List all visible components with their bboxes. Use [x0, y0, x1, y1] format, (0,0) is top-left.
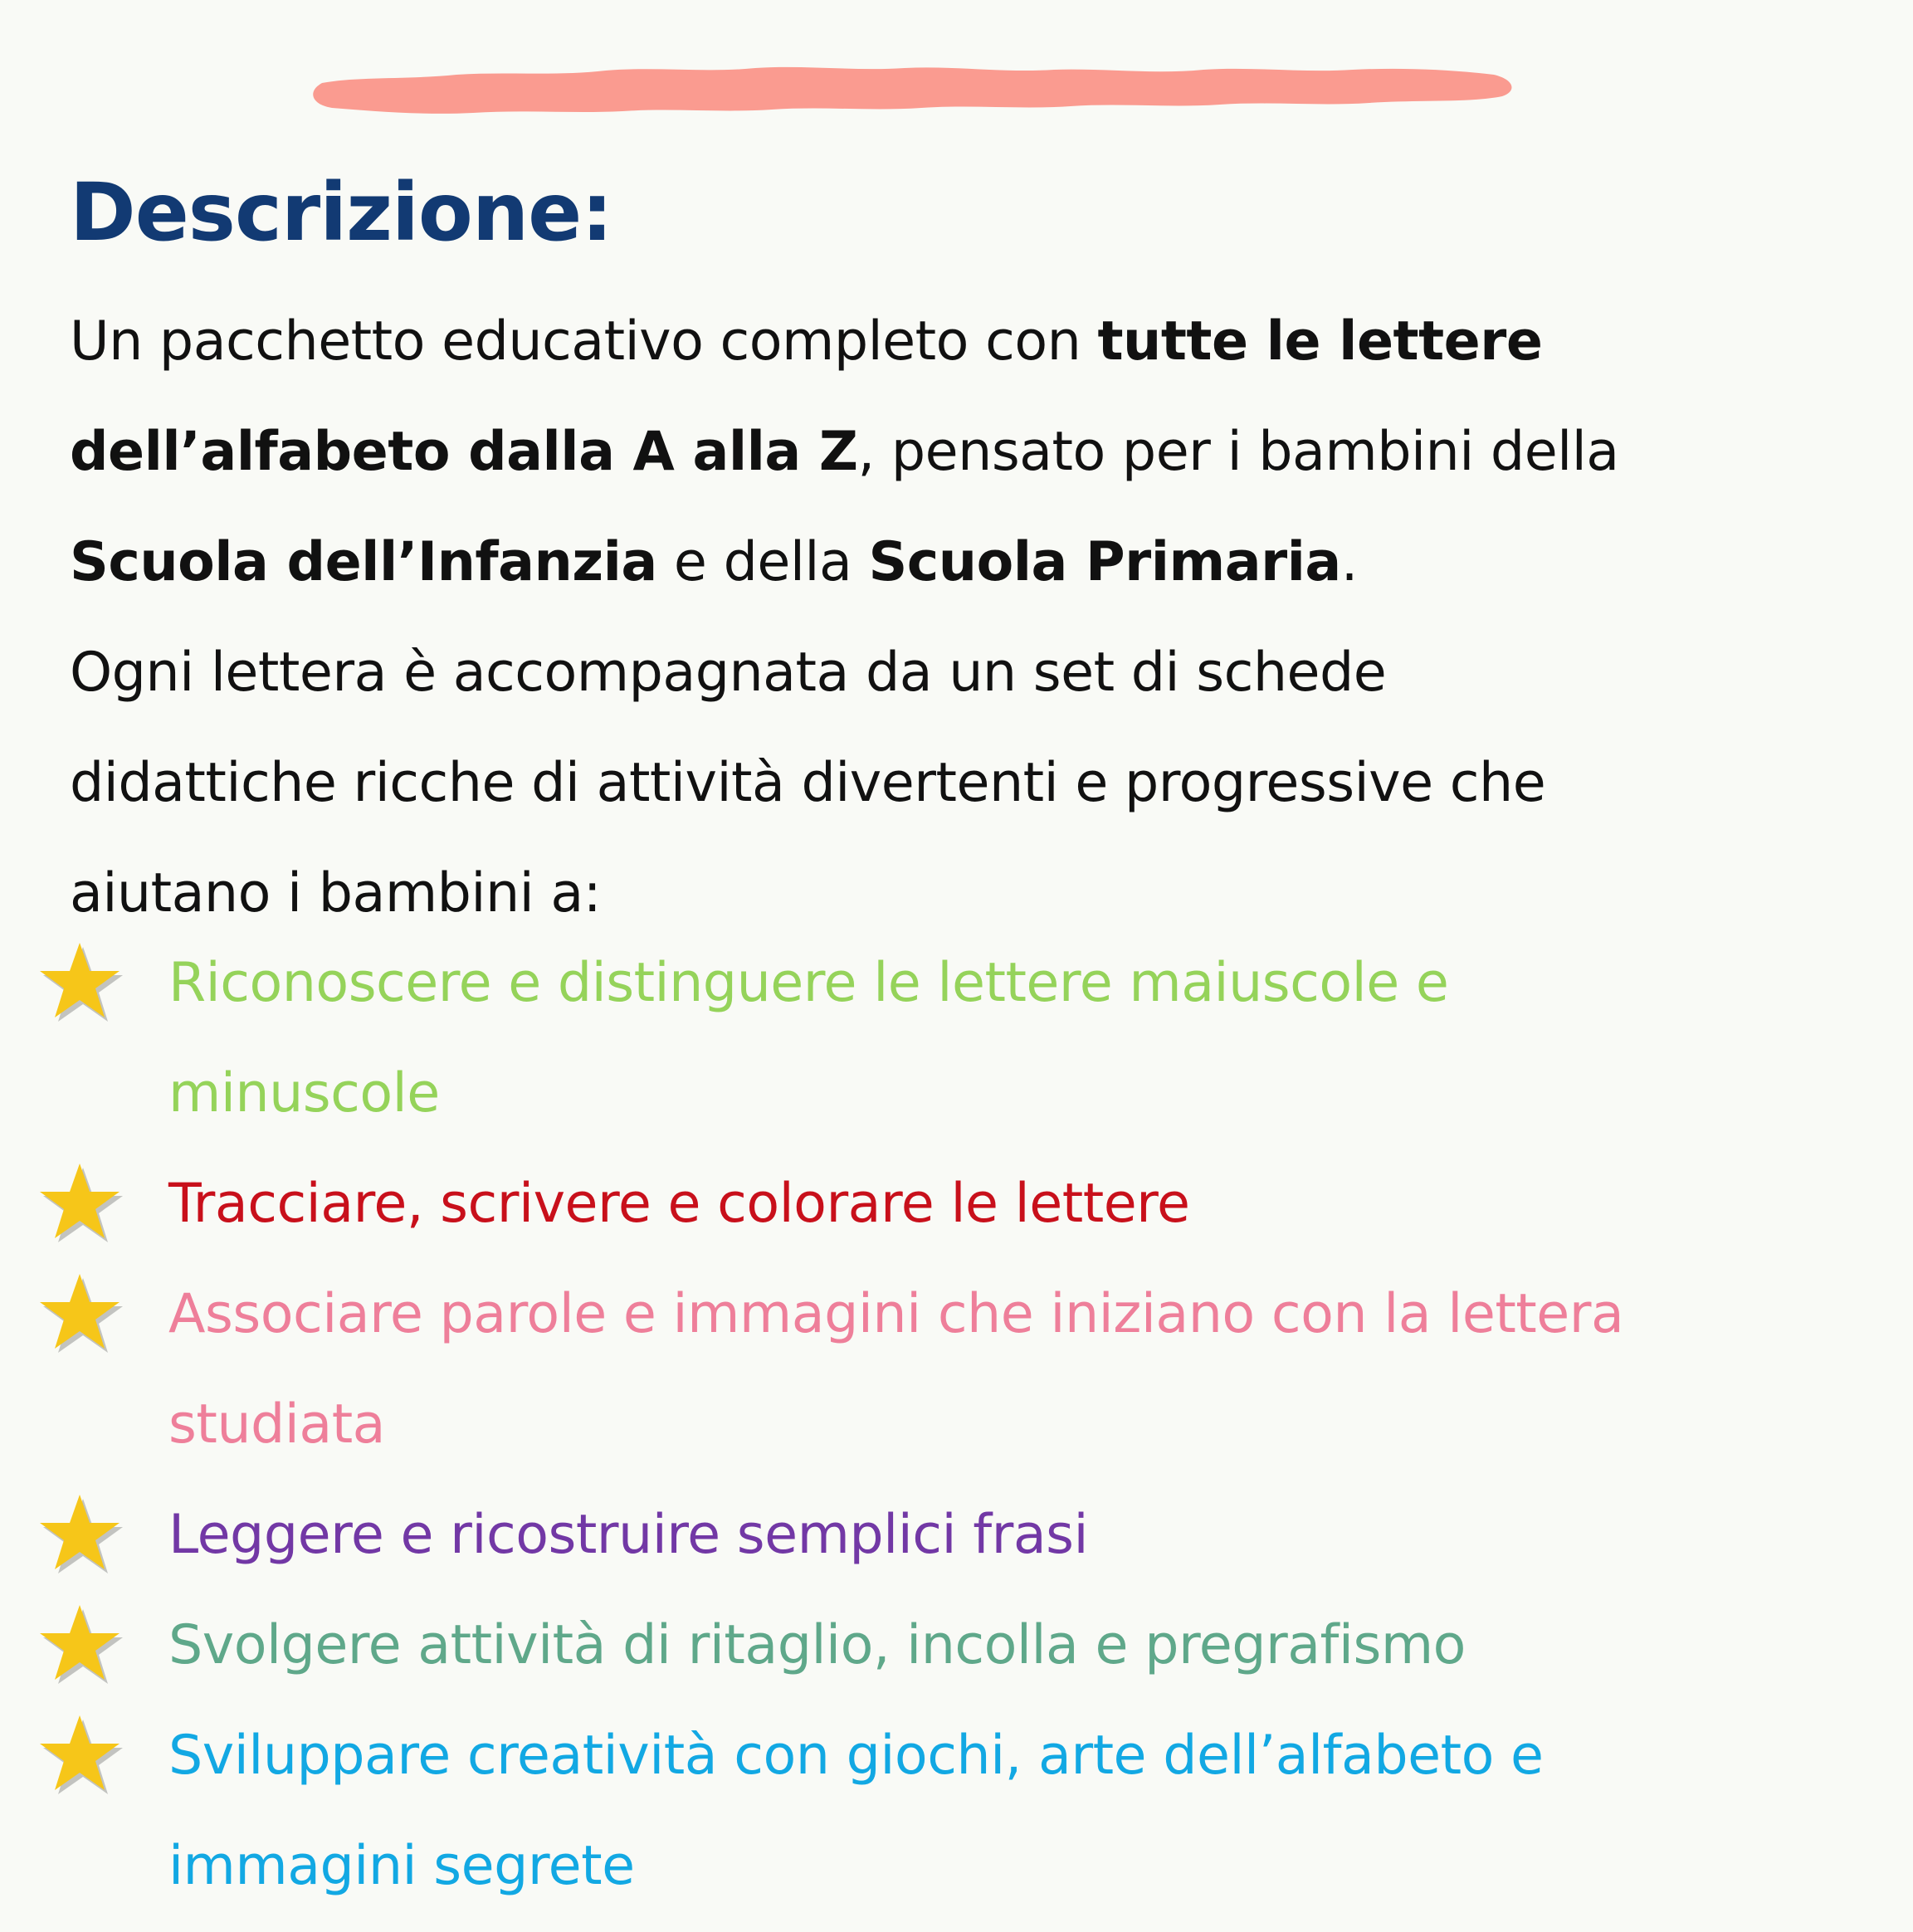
- goal-list-item-text: [168, 1149, 1895, 1259]
- text-segment: e della: [656, 531, 869, 593]
- text-segment: Un pacchetto educativo completo con: [70, 310, 1098, 373]
- bold-text-segment: dell’alfabeto dalla A alla Z: [70, 421, 858, 483]
- goal-list-item: [0, 1480, 1913, 1590]
- description-line: [70, 286, 1879, 397]
- goal-list-item-line: immagini segrete: [168, 1835, 635, 1897]
- goal-list-item-text: [168, 1700, 1895, 1921]
- goal-list-item: [0, 928, 1913, 1149]
- description-line: [70, 507, 1879, 617]
- bold-text-segment: Scuola Primaria: [868, 531, 1341, 593]
- goal-list-item-line: Svolgere attività di ritaglio, incolla e pregrafismo: [168, 1614, 1466, 1676]
- description-line: aiutano i bambini a:: [70, 862, 602, 925]
- goal-list-item-line: Leggere e ricostruire semplici frasi: [168, 1504, 1089, 1566]
- goal-list-item-text: [168, 1590, 1895, 1700]
- description-line: [70, 397, 1879, 507]
- goal-list-item-text: [168, 1480, 1895, 1590]
- goal-list-item-line: Riconoscere e distinguere le lettere maiuscole e: [168, 952, 1449, 1014]
- goal-list-item: [0, 1590, 1913, 1700]
- star-icon: [37, 1269, 123, 1355]
- page-title: Descrizione:: [70, 166, 612, 259]
- goal-list-item: [0, 1149, 1913, 1259]
- decorative-brush-stroke: [307, 58, 1519, 118]
- goal-list-item-line: studiata: [168, 1393, 386, 1456]
- goal-list-item-text: [168, 1259, 1895, 1480]
- star-icon: [37, 1600, 123, 1686]
- bold-text-segment: tutte le lettere: [1097, 310, 1543, 373]
- goals-list: [0, 928, 1913, 1921]
- star-icon: [37, 938, 123, 1024]
- goal-list-item-line: minuscole: [168, 1062, 440, 1125]
- star-icon: [37, 1490, 123, 1576]
- star-icon: [37, 1159, 123, 1245]
- goal-list-item: [0, 1700, 1913, 1921]
- goal-list-item-line: Associare parole e immagini che iniziano con la lettera: [168, 1283, 1624, 1345]
- description-paragraph: [70, 286, 1879, 949]
- goal-list-item-line: Sviluppare creatività con giochi, arte dell’alfabeto e: [168, 1725, 1544, 1787]
- description-line: Ogni lettera è accompagnata da un set di schede: [70, 642, 1387, 704]
- bold-text-segment: Scuola dell’Infanzia: [70, 531, 657, 593]
- star-icon: [37, 1710, 123, 1797]
- goal-list-item-line: Tracciare, scrivere e colorare le lettere: [168, 1173, 1190, 1235]
- text-segment: , pensato per i bambini della: [857, 421, 1619, 483]
- goal-list-item-text: [168, 928, 1895, 1149]
- description-line: didattiche ricche di attività divertenti e progressive che: [70, 752, 1546, 814]
- goal-list-item: [0, 1259, 1913, 1480]
- text-segment: .: [1340, 531, 1358, 593]
